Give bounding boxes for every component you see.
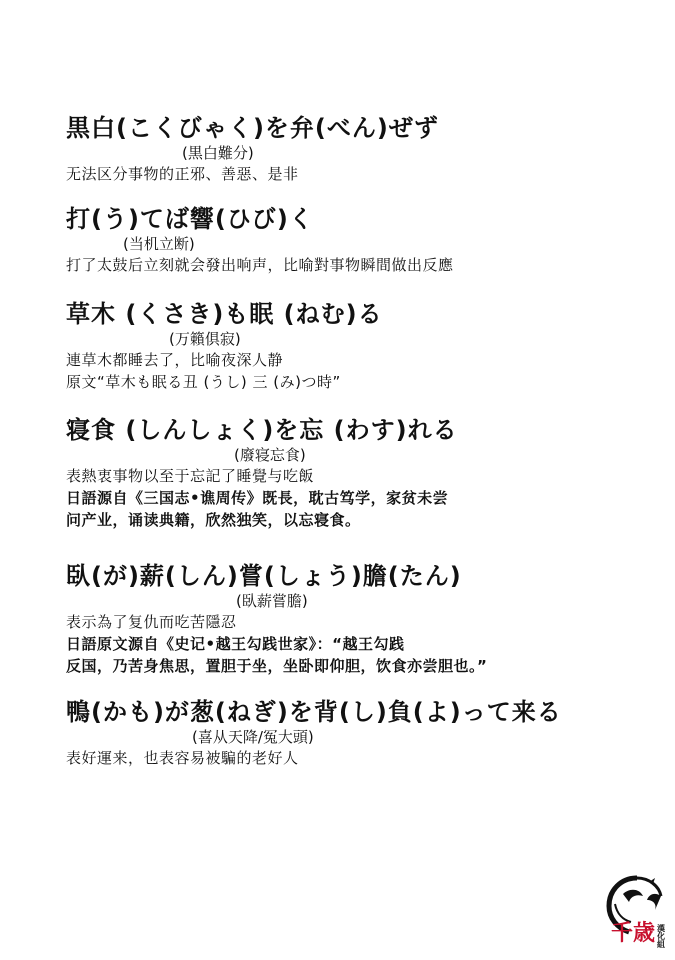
entry-line: 表示為了复仇而吃苦隱忍	[66, 613, 237, 631]
entry-subtitle: (廢寝忘食)	[234, 446, 306, 464]
entry-title: 鴨(かも)が葱(ねぎ)を背(し)負(よ)って来る	[66, 698, 562, 726]
entry-subtitle: (喜从天降/冤大頭)	[192, 728, 314, 746]
entry-line: 反国，乃苦身焦思，置胆于坐，坐卧即仰胆，饮食亦尝胆也。”	[66, 657, 488, 675]
crane-emblem-icon	[603, 874, 667, 948]
entry-line: 表好運来，也表容易被騙的老好人	[66, 749, 299, 767]
entry-subtitle: (臥薪嘗膽)	[236, 592, 308, 610]
entry-line: 原文“草木も眠る丑 (うし) 三 (み)つ時”	[66, 373, 341, 391]
entry-subtitle: (黒白難分)	[182, 144, 254, 162]
entry-line: 问产业，诵读典籍，欣然独笑，以忘寝食。	[66, 511, 361, 529]
entry-subtitle: (万籟俱寂)	[169, 330, 241, 348]
entry-line: 日語源自《三国志•谯周传》既長，耽古笃学，家贫未尝	[66, 489, 449, 507]
entry-line: 表熱衷事物以至于忘記了睡覺与吃飯	[66, 467, 315, 485]
logo-side-text: 漢化組	[656, 924, 666, 948]
entry-title: 寝食 (しんしょく)を忘 (わす)れる	[66, 416, 458, 444]
entry-line: 打了太鼓后立刻就会發出响声，比喻對事物瞬間做出反應	[66, 256, 454, 274]
entry-title: 黒白(こくびゃく)を弁(べん)ぜず	[66, 114, 439, 142]
entry-title: 草木 (くさき)も眠 (ねむ)る	[66, 300, 383, 328]
entry-line: 連草木都睡去了，比喻夜深人静	[66, 351, 284, 369]
entry-1	[66, 113, 439, 185]
entry-title: 打(う)てば響(ひび)く	[66, 205, 314, 233]
entry-6	[66, 697, 562, 769]
group-logo	[603, 874, 667, 948]
entry-title: 臥(が)薪(しん)嘗(しょう)膽(たん)	[66, 562, 462, 590]
logo-main-text: 千歳	[610, 920, 656, 946]
entry-3	[66, 299, 383, 393]
entry-4	[66, 415, 458, 531]
entry-line: 无法区分事物的正邪、善惡、是非	[66, 165, 299, 183]
entry-2	[66, 204, 454, 276]
entry-line: 日語原文源自《史记•越王勾践世家》：“越王勾践	[66, 635, 405, 653]
entry-subtitle: (当机立断)	[123, 235, 195, 253]
entry-5	[66, 561, 487, 677]
